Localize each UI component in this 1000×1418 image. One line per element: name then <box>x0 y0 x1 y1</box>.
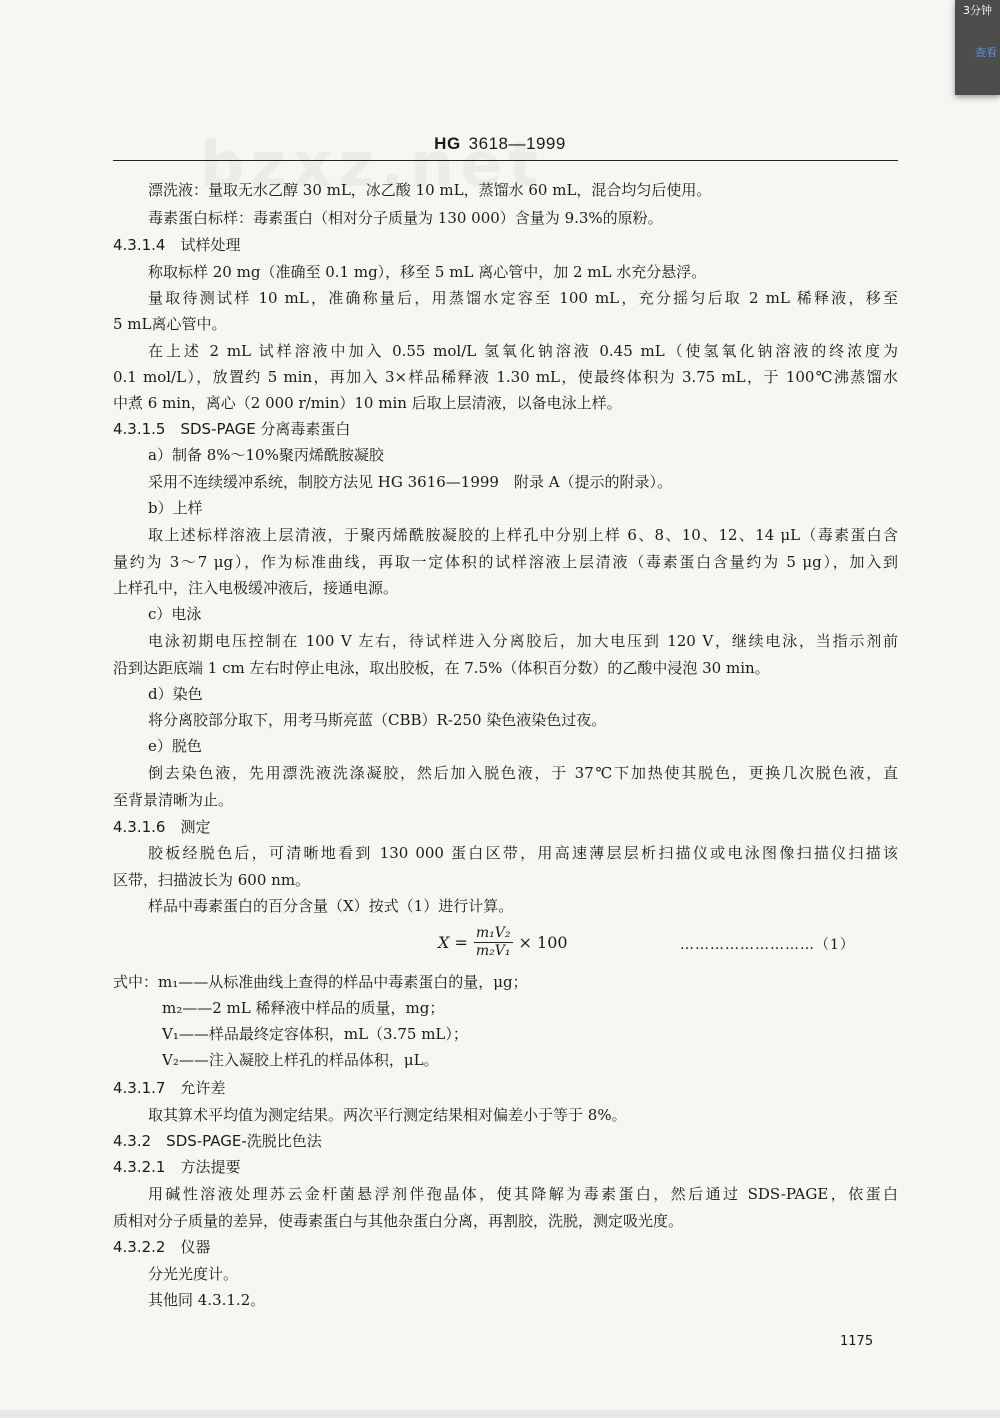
view-link[interactable]: 查看 <box>975 46 997 59</box>
text-line: 质相对分子质量的差异，使毒素蛋白与其他杂蛋白分离，再割胶，洗脱，测定吸光度。 <box>113 1212 684 1230</box>
formula-numerator: m₁V₂ <box>475 925 511 941</box>
section-heading: 4.3.1.6 测定 <box>113 818 211 836</box>
text-line: 分光光度计。 <box>148 1265 239 1283</box>
text-line: 至背景清晰为止。 <box>113 791 234 809</box>
text-line: 量约为 3～7 μg），作为标准曲线，再取一定体积的试样溶液上层清液（毒素蛋白含量约为 5 μg），加入到 <box>113 553 898 571</box>
preview-overlay[interactable] <box>955 0 1000 95</box>
page-header <box>0 134 1000 154</box>
header-rule <box>113 160 898 161</box>
text-line: 0.1 mol/L），放置约 5 min，再加入 3×样品稀释液 1.30 mL，使最终体积为 3.75 mL，于 100℃沸蒸馏水 <box>113 368 898 386</box>
list-item: b）上样 <box>148 499 203 517</box>
section-heading: 4.3.1.4 试样处理 <box>113 236 241 254</box>
text-line: 胶板经脱色后，可清晰地看到 130 000 蛋白区带，用高速薄层层析扫描仪或电泳图像扫描仪扫描该 <box>148 844 898 862</box>
formula-lhs: X = <box>438 933 468 952</box>
list-item: e）脱色 <box>148 737 202 755</box>
text-line: 倒去染色液，先用漂洗液洗涤凝胶，然后加入脱色液，于 37℃下加热使其脱色，更换几次脱色液，直 <box>148 764 898 782</box>
page-number: 1175 <box>840 1334 874 1349</box>
section-heading: 4.3.1.5 SDS-PAGE 分离毒素蛋白 <box>113 420 351 438</box>
formula-denominator: m₂V₁ <box>475 943 511 959</box>
section-heading: 4.3.2.2 仪器 <box>113 1238 211 1256</box>
text-line: V₁——样品最终定容体积，mL（3.75 mL）； <box>162 1025 468 1043</box>
text-line: 上样孔中，注入电极缓冲液后，接通电源。 <box>113 579 399 597</box>
preview-duration: 3分钟 <box>963 4 992 17</box>
formula-fraction <box>474 925 513 960</box>
text-line: 沿到达距底端 1 cm 左右时停止电泳，取出胶板，在 7.5%（体积百分数）的乙酸中浸泡 30 min。 <box>113 659 770 677</box>
section-heading: 4.3.2 SDS-PAGE-洗脱比色法 <box>113 1132 322 1150</box>
text-line: 其他同 4.3.1.2。 <box>148 1291 266 1309</box>
text-line: 电泳初期电压控制在 100 V 左右，待试样进入分离胶后，加大电压到 120 V，继续电泳，当指示剂前 <box>148 632 898 650</box>
bottom-scrollbar[interactable] <box>0 1410 1000 1418</box>
list-item: d）染色 <box>148 685 203 703</box>
text-line: 将分离胶部分取下，用考马斯亮蓝（CBB）R-250 染色液染色过夜。 <box>148 711 607 729</box>
text-line: V₂——注入凝胶上样孔的样品体积，μL。 <box>162 1051 439 1069</box>
section-heading: 4.3.1.7 允许差 <box>113 1079 226 1097</box>
list-item: c）电泳 <box>148 605 202 623</box>
text-line: 取上述标样溶液上层清液，于聚丙烯酰胺凝胶的上样孔中分别上样 6、8、10、12、14 μL（毒素蛋白含 <box>148 526 898 544</box>
text-line: 5 mL离心管中。 <box>113 315 227 333</box>
text-line: 称取标样 20 mg（准确至 0.1 mg），移至 5 mL 离心管中，加 2 mL 水充分悬浮。 <box>148 263 707 281</box>
text-line: 漂洗液：量取无水乙醇 30 mL，冰乙酸 10 mL，蒸馏水 60 mL，混合均匀后使用。 <box>148 181 712 199</box>
header-number: 3618—1999 <box>468 134 566 153</box>
text-line: 毒素蛋白标样：毒素蛋白（相对分子质量为 130 000）含量为 9.3%的原粉。 <box>148 209 663 227</box>
text-line: m₂——2 mL 稀释液中样品的质量，mg； <box>162 999 445 1017</box>
text-line: 采用不连续缓冲系统，制胶方法见 HG 3616—1999 附录 A（提示的附录）。 <box>148 473 673 491</box>
header-code: HG <box>434 134 461 153</box>
equation-number: ………………………（1） <box>680 937 855 953</box>
text-line: 在上述 2 mL 试样溶液中加入 0.55 mol/L 氢氧化钠溶液 0.45 mL（使氢氧化钠溶液的终浓度为 <box>148 342 898 360</box>
formula <box>438 925 568 960</box>
text-line: 取其算术平均值为测定结果。两次平行测定结果相对偏差小于等于 8%。 <box>148 1106 627 1124</box>
text-line: 量取待测试样 10 mL，准确称量后，用蒸馏水定容至 100 mL，充分摇匀后取 2 mL 稀释液，移至 <box>148 289 898 307</box>
list-item: a）制备 8%～10%聚丙烯酰胺凝胶 <box>148 446 384 464</box>
text-line: 式中：m₁——从标准曲线上查得的样品中毒素蛋白的量，μg； <box>113 973 528 991</box>
text-line: 区带，扫描波长为 600 nm。 <box>113 871 311 889</box>
text-line: 用碱性溶液处理苏云金杆菌悬浮剂伴孢晶体，使其降解为毒素蛋白，然后通过 SDS-PAGE，依蛋白 <box>148 1185 898 1203</box>
text-line: 样品中毒素蛋白的百分含量（X）按式（1）进行计算。 <box>148 897 514 915</box>
text-line: 中煮 6 min，离心（2 000 r/min）10 min 后取上层清液，以备电泳上样。 <box>113 394 622 412</box>
formula-multiplier: × 100 <box>518 933 568 952</box>
section-heading: 4.3.2.1 方法提要 <box>113 1158 241 1176</box>
